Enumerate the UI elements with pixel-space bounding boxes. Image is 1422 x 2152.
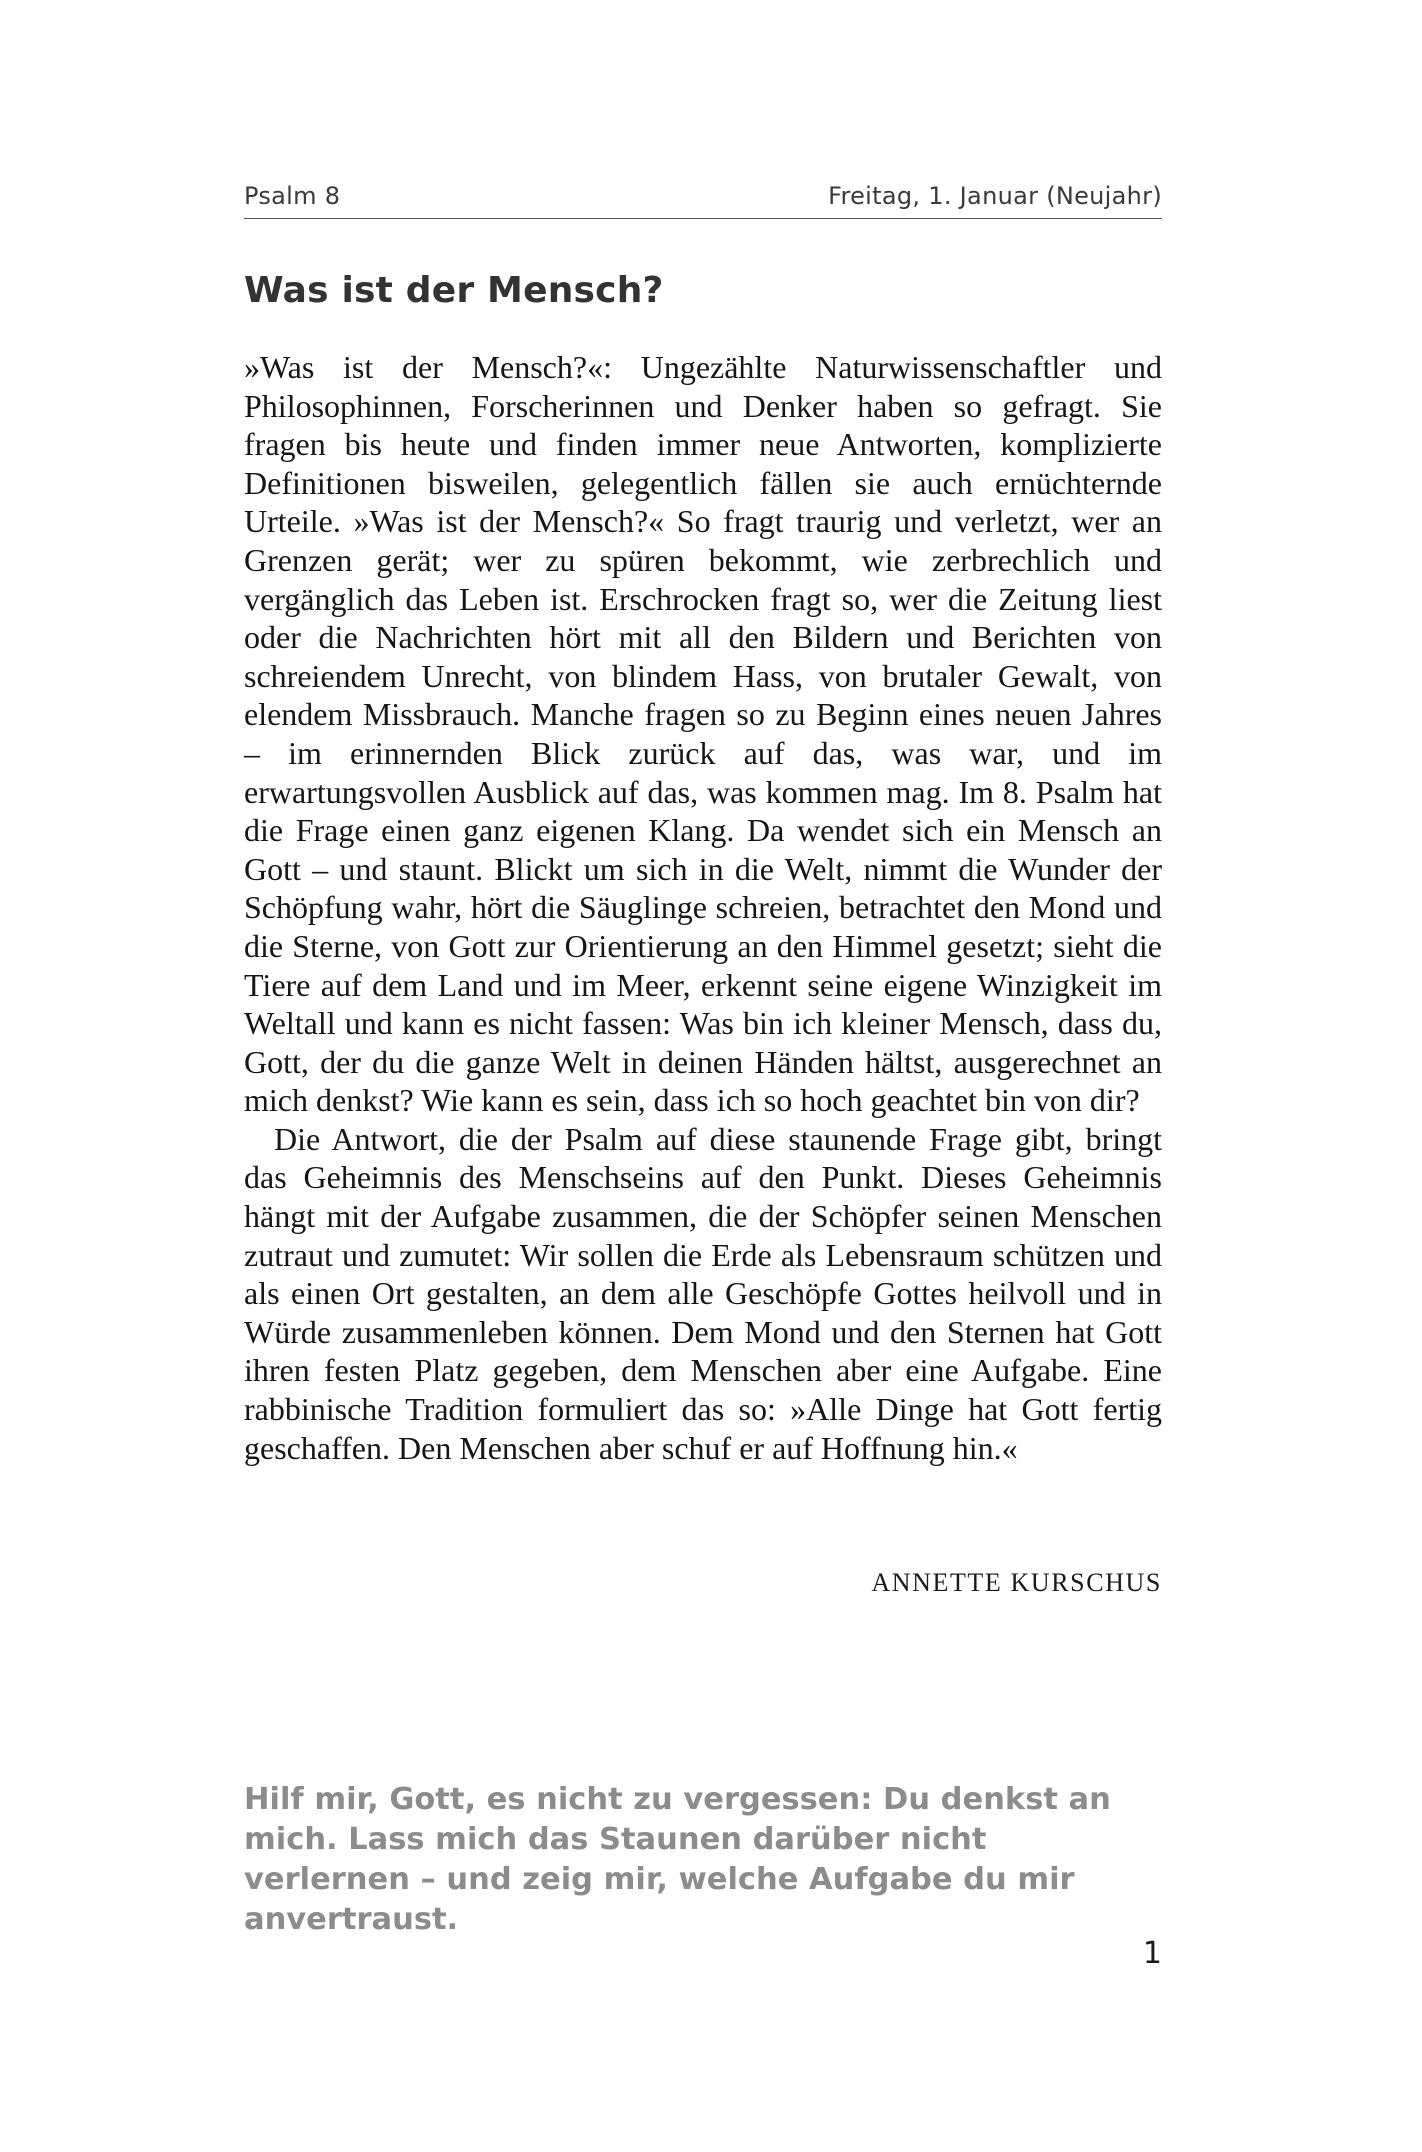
running-header (244, 180, 1162, 219)
body-text (244, 348, 1162, 1467)
header-psalm-reference: Psalm 8 (244, 182, 341, 210)
body-paragraph-1: »Was ist der Mensch?«: Ungezählte Naturwissenschaftler und Philosophinnen, Forscherinnen und Denker haben so gefragt. Sie fragen bis heute und finden immer neue Antworten, komplizierte Definitionen bisweilen, gelegentlich fällen sie auch ernüchternde Urteile. »Was ist der Mensch?« So fragt traurig und verletzt, wer an Grenzen gerät; wer zu spüren bekommt, wie zerbrechlich und vergänglich das Leben ist. Erschrocken fragt so, wer die Zeitung liest oder die Nachrichten hört mit all den Bildern und Berichten von schreiendem Unrecht, von blindem Hass, von brutaler Gewalt, von elendem Missbrauch. Manche fragen so zu Beginn eines neuen Jahres – im erinnernden Blick zurück auf das, was war, und im erwartungsvollen Ausblick auf das, was kommen mag. Im 8. Psalm hat die Frage einen ganz eigenen Klang. Da wendet sich ein Mensch an Gott – und staunt. Blickt um sich in die Welt, nimmt die Wunder der Schöpfung wahr, hört die Säuglinge schreien, betrachtet den Mond und die Sterne, von Gott zur Orientierung an den Himmel gesetzt; sieht die Tiere auf dem Land und im Meer, erkennt seine eigene Winzigkeit im Weltall und kann es nicht fassen: Was bin ich kleiner Mensch, dass du, Gott, der du die ganze Welt in deinen Händen hältst, ausgerechnet an mich denkst? Wie kann es sein, dass ich so hoch geachtet bin von dir? (244, 349, 1162, 1119)
prayer-paragraph: Hilf mir, Gott, es nicht zu vergessen: Du denkst an mich. Lass mich das Staunen darüber nicht verlernen – und zeig mir, welche Aufgabe du mir anvertraust. (244, 1782, 1111, 1937)
author-name: ANNETTE KURSCHUS (871, 1568, 1162, 1597)
page-number: 1 (1142, 1936, 1162, 1971)
page-title: Was ist der Mensch? (244, 270, 664, 311)
prayer-text (244, 1780, 1162, 1940)
header-date: Freitag, 1. Januar (Neujahr) (828, 182, 1162, 210)
body-paragraph-2: Die Antwort, die der Psalm auf diese staunende Frage gibt, bringt das Geheimnis des Menschseins auf den Punkt. Dieses Geheimnis hängt mit der Aufgabe zusammen, die der Schöpfer seinen Menschen zutraut und zumutet: Wir sollen die Erde als Lebensraum schützen und als einen Ort gestalten, an dem alle Geschöpfe Gottes heilvoll und in Würde zusammenleben können. Dem Mond und den Sternen hat Gott ihren festen Platz gegeben, dem Menschen aber eine Aufgabe. Eine rabbinische Tradition formuliert das so: »Alle Dinge hat Gott fertig geschaffen. Den Menschen aber schuf er auf Hoffnung hin.« (244, 1120, 1162, 1466)
